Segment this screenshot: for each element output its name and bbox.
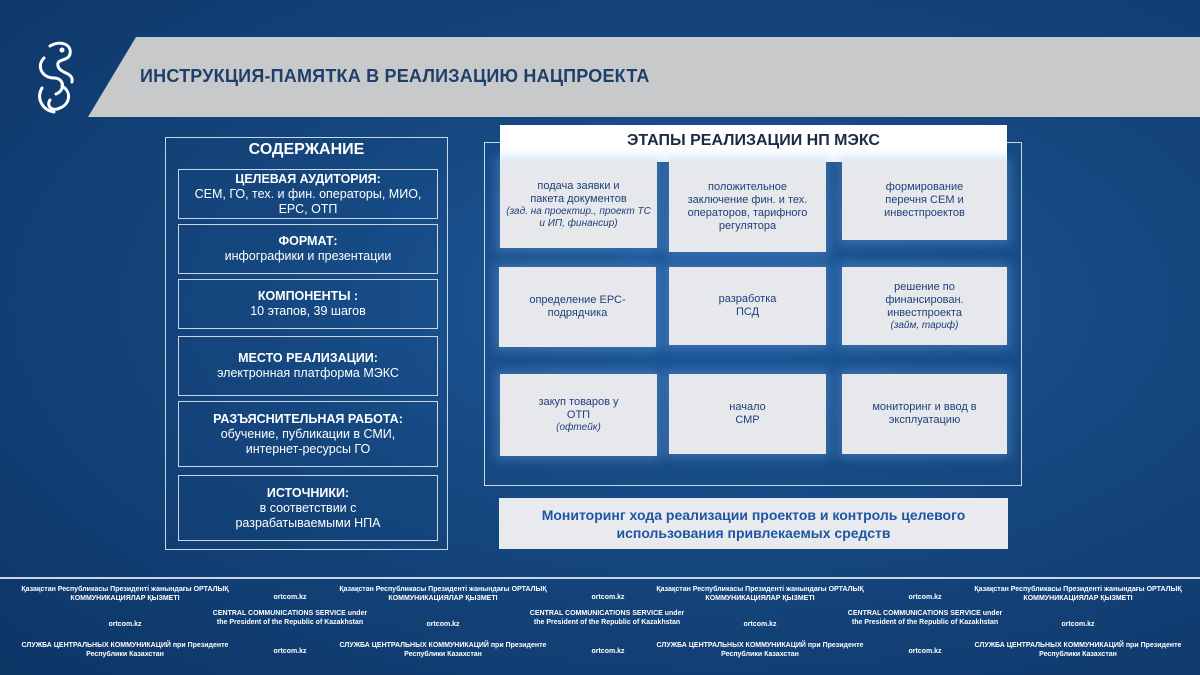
components-label: КОМПОНЕНТЫ : — [257, 289, 359, 303]
outreach-box — [178, 401, 438, 467]
footer-en-text: CENTRAL COMMUNICATIONS SERVICE under the President of the Republic of Kazakhstan — [212, 610, 368, 626]
stage-4-text: определение ЕРС-подрядчика — [529, 294, 626, 319]
stage-8 — [669, 374, 826, 454]
stage-1 — [500, 161, 657, 248]
footer-site-link: ortcom.kz — [743, 621, 777, 628]
contents-heading: СОДЕРЖАНИЕ — [248, 141, 365, 158]
footer-kz-text: Қазақстан Республикасы Президенті жанындағы ОРТАЛЫҚ КОММУНИКАЦИЯЛАР ҚЫЗМЕТІ — [21, 586, 229, 602]
target-audience-text: СЕМ, ГО, тех. и фин. операторы, МИО, ЕРС, ОТП — [194, 186, 422, 216]
location-text: электронная платформа МЭКС — [217, 366, 399, 380]
stage-1-text: подача заявки и пакета документов — [530, 179, 627, 205]
stage-6 — [842, 267, 1007, 345]
stage-5-text: разработка ПСД — [718, 293, 777, 318]
sources-box — [178, 475, 438, 541]
footer-site-link: ortcom.kz — [273, 648, 307, 655]
snow-leopard-logo-icon — [32, 38, 82, 118]
stage-3 — [842, 161, 1007, 240]
footer-en-text: CENTRAL COMMUNICATIONS SERVICE under the President of the Republic of Kazakhstan — [529, 610, 685, 626]
page-title: ИНСТРУКЦИЯ-ПАМЯТКА В РЕАЛИЗАЦИЮ НАЦПРОЕКТА — [140, 66, 650, 86]
stage-3-text: формирование перечня СЕМ и инвестпроектов — [884, 181, 965, 219]
stage-9 — [842, 374, 1007, 454]
footer-ru-text: СЛУЖБА ЦЕНТРАЛЬНЫХ КОММУНИКАЦИЙ при Президенте Республики Казахстан — [21, 642, 229, 658]
monitoring-box — [499, 498, 1008, 549]
target-audience-box — [178, 169, 438, 219]
sources-text: в соответствии с разрабатываемыми НПА — [235, 500, 381, 530]
footer-site-link: ortcom.kz — [1061, 621, 1095, 628]
sources-label: ИСТОЧНИКИ: — [266, 485, 350, 500]
stage-7 — [500, 374, 657, 456]
stage-5 — [669, 267, 826, 345]
stage-7-text: закуп товаров у ОТП — [538, 396, 619, 421]
outreach-text: обучение, публикации в СМИ, интернет-ресурсы ГО — [220, 426, 396, 456]
stage-4 — [499, 267, 656, 347]
outreach-label: РАЗЪЯСНИТЕЛЬНАЯ РАБОТА: — [213, 411, 403, 426]
footer-kz-text: Қазақстан Республикасы Президенті жанындағы ОРТАЛЫҚ КОММУНИКАЦИЯЛАР ҚЫЗМЕТІ — [339, 586, 547, 602]
stage-8-text: начало СМР — [729, 401, 766, 426]
footer-site-link: ortcom.kz — [108, 621, 142, 628]
footer-ru-text: СЛУЖБА ЦЕНТРАЛЬНЫХ КОММУНИКАЦИЙ при Президенте Республики Казахстан — [339, 642, 547, 658]
stages-title: ЭТАПЫ РЕАЛИЗАЦИИ НП МЭКС — [500, 125, 1007, 162]
location-label: МЕСТО РЕАЛИЗАЦИИ: — [238, 351, 378, 365]
stage-2-text: положительное заключение фин. и тех. операторов, тарифного регулятора — [687, 180, 808, 232]
components-box — [178, 279, 438, 329]
stage-9-text: мониторинг и ввод в эксплуатацию — [872, 401, 977, 426]
footer-site-link: ortcom.kz — [591, 648, 625, 655]
target-audience-label: ЦЕЛЕВАЯ АУДИТОРИЯ: — [235, 171, 381, 186]
location-box — [178, 336, 438, 396]
footer-ru-text: СЛУЖБА ЦЕНТРАЛЬНЫХ КОММУНИКАЦИЙ при Президенте Республики Казахстан — [974, 642, 1182, 658]
footer-site-link: ortcom.kz — [591, 594, 625, 601]
footer-site-link: ortcom.kz — [273, 594, 307, 601]
components-text: 10 этапов, 39 шагов — [250, 304, 366, 318]
contents-panel — [165, 137, 448, 550]
footer-rule — [0, 577, 1200, 579]
footer-kz-text: Қазақстан Республикасы Президенті жанындағы ОРТАЛЫҚ КОММУНИКАЦИЯЛАР ҚЫЗМЕТІ — [974, 586, 1182, 602]
format-box — [178, 224, 438, 274]
footer-en-text: CENTRAL COMMUNICATIONS SERVICE under the President of the Republic of Kazakhstan — [847, 610, 1003, 626]
stage-6-text: решение по финансирован. инвестпроекта — [885, 280, 964, 319]
footer-ru-text: СЛУЖБА ЦЕНТРАЛЬНЫХ КОММУНИКАЦИЙ при Президенте Республики Казахстан — [656, 642, 864, 658]
footer-site-link: ortcom.kz — [908, 648, 942, 655]
monitoring-text: Мониторинг хода реализации проектов и контроль целевого использования привлекаемых средств — [541, 506, 966, 541]
format-label: ФОРМАТ: — [278, 234, 338, 248]
stage-6-note: (займ, тариф) — [890, 319, 959, 331]
stage-7-note: (офтейк) — [556, 422, 601, 433]
footer-kz-text: Қазақстан Республикасы Президенті жанындағы ОРТАЛЫҚ КОММУНИКАЦИЯЛАР ҚЫЗМЕТІ — [656, 586, 864, 602]
footer-site-link: ortcom.kz — [426, 621, 460, 628]
stage-2 — [669, 161, 826, 252]
format-text: инфографики и презентации — [224, 249, 392, 263]
stage-1-note: (зад. на проектир., проект ТС и ИП, финансир) — [506, 205, 651, 229]
footer-site-link: ortcom.kz — [908, 594, 942, 601]
